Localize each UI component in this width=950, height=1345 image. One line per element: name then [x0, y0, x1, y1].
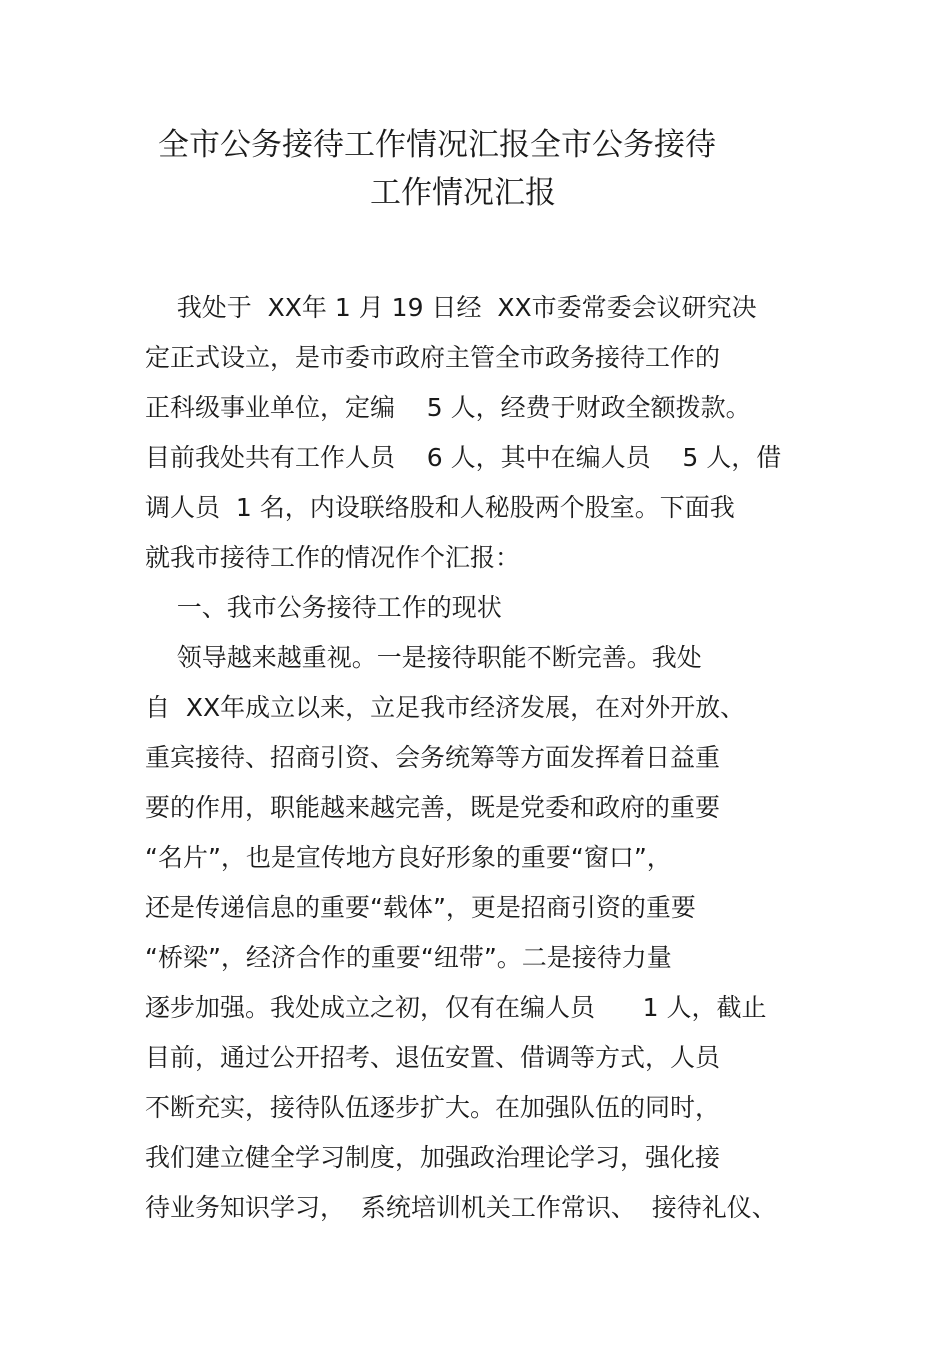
body-line: 调人员 1 名，内设联络股和人秘股两个股室。下面我 — [145, 493, 735, 522]
document-title-line-2: 工作情况汇报 — [370, 175, 556, 211]
body-line: 还是传递信息的重要“载体”，更是招商引资的重要 — [145, 893, 696, 922]
body-line: 我处于 XX年 1 月 19 日经 XX市委常委会议研究决 — [145, 293, 757, 322]
body-line: 正科级事业单位，定编 5 人，经费于财政全额拨款。 — [145, 393, 751, 422]
body-line: 自 XX年成立以来，立足我市经济发展，在对外开放、 — [145, 693, 746, 722]
body-line: 不断充实，接待队伍逐步扩大。在加强队伍的同时， — [145, 1093, 721, 1122]
document-title-line-1: 全市公务接待工作情况汇报全市公务接待 — [158, 127, 716, 163]
body-line: 目前，通过公开招考、退伍安置、借调等方式，人员 — [145, 1043, 721, 1072]
section-heading: 一、我市公务接待工作的现状 — [145, 593, 502, 622]
body-line: 重宾接待、招商引资、会务统筹等方面发挥着日益重 — [145, 743, 721, 772]
body-line: 我们建立健全学习制度，加强政治理论学习，强化接 — [145, 1143, 721, 1172]
body-line: 要的作用，职能越来越完善，既是党委和政府的重要 — [145, 793, 721, 822]
body-line: 就我市接待工作的情况作个汇报： — [145, 543, 521, 572]
body-line: 待业务知识学习， 系统培训机关工作常识、 接待礼仪、 — [145, 1193, 777, 1222]
body-line: 目前我处共有工作人员 6 人，其中在编人员 5 人，借 — [145, 443, 782, 472]
body-line: “桥梁”，经济合作的重要“纽带”。二是接待力量 — [145, 943, 672, 972]
body-line: 定正式设立，是市委市政府主管全市政务接待工作的 — [145, 343, 721, 372]
body-line: “名片”，也是宣传地方良好形象的重要“窗口”， — [145, 843, 672, 872]
body-line: 领导越来越重视。一是接待职能不断完善。我处 — [145, 643, 702, 672]
body-line: 逐步加强。我处成立之初，仅有在编人员 1 人，截止 — [145, 993, 767, 1022]
